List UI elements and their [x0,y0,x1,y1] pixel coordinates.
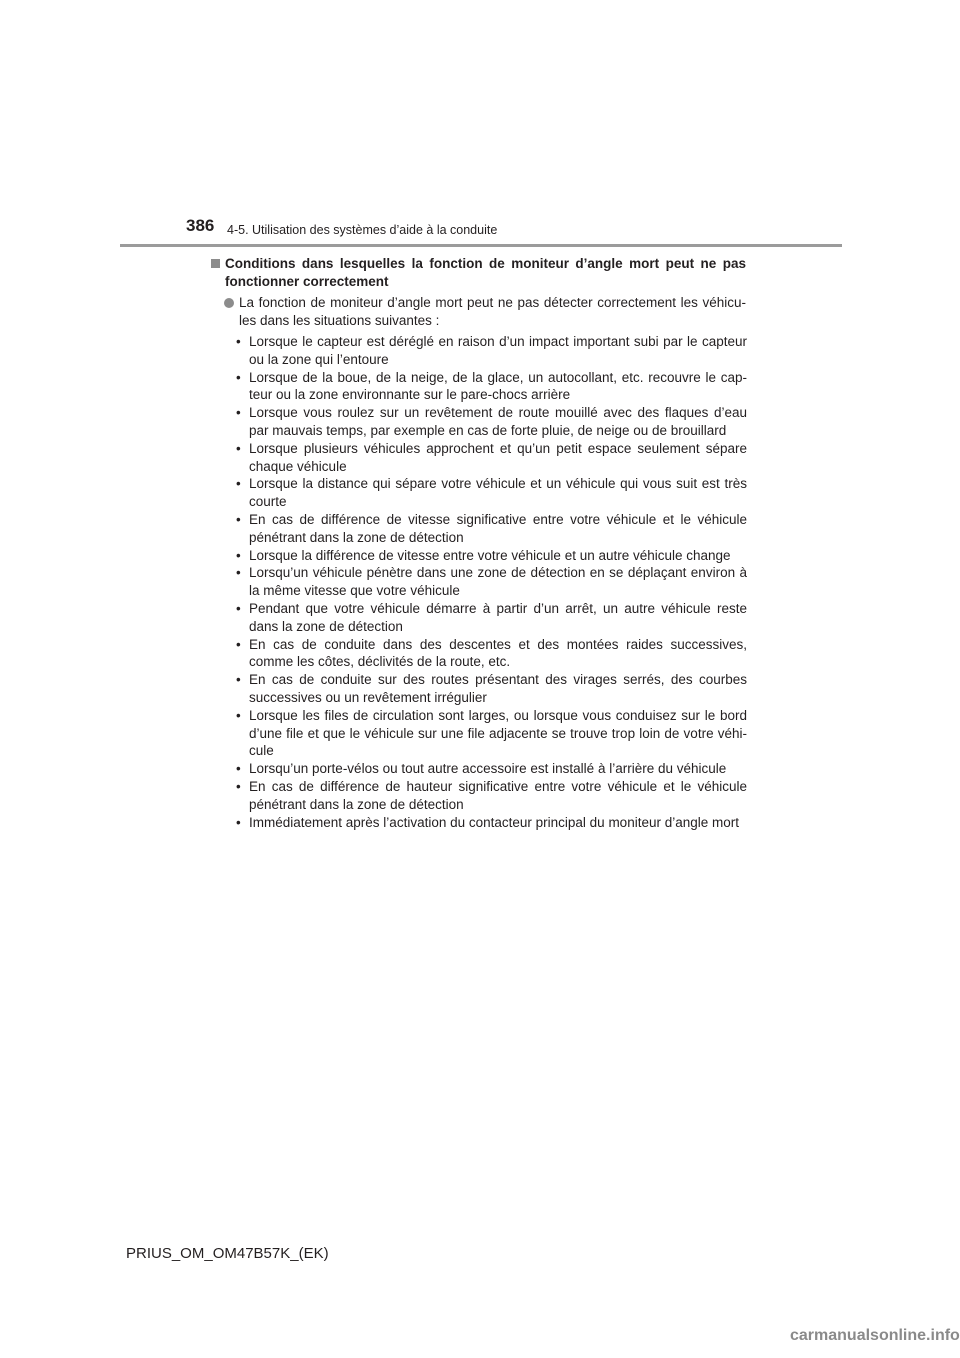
list-item-text: En cas de conduite sur des routes présentant des virages serrés, des courbes successives ou un revêtement irrégulier [249,672,747,705]
list-item-text: Lorsque les files de circulation sont larges, ou lorsque vous conduisez sur le bord d’une file et que le véhicule sur une file adjacente se trouve trop loin de votre véhi-cule [249,707,747,759]
bullet-dot-icon: • [236,672,241,688]
list-item-text: En cas de conduite dans des descentes et des montées raides successives, comme les côtes, déclivités de la route, etc. [249,636,747,670]
list-item [231,760,747,778]
intro-paragraph [224,294,746,329]
bullet-dot-icon: • [236,511,241,527]
manual-code: PRIUS_OM_OM47B57K_(EK) [126,1245,329,1262]
list-item [231,547,747,565]
heading-text: Conditions dans lesquelles la fonction de moniteur d’angle mort peut ne pas fonctionner correctement [225,256,746,289]
list-item [231,404,747,440]
square-bullet-icon [211,259,220,268]
bullet-dot-icon: • [236,476,241,492]
list-item-text: Lorsqu’un véhicule pénètre dans une zone de détection en se déplaçant environ à la même vitesse que votre véhicule [249,565,747,599]
list-item-text: Lorsque vous roulez sur un revêtement de route mouillé avec des flaques d’eau par mauvais temps, par exemple en cas de forte pluie, de neige ou de brouillard [249,405,747,438]
bullet-dot-icon: • [236,636,241,652]
bullet-dot-icon: • [236,440,241,456]
bullet-dot-icon: • [236,761,241,777]
bullet-dot-icon: • [236,405,241,421]
list-item-text: Lorsque de la boue, de la neige, de la glace, un autocollant, etc. recouvre le cap-teur ou la zone environnante sur le pare-chocs arrière [249,369,747,403]
list-item [231,440,747,476]
page-number: 386 [186,216,215,235]
circle-bullet-icon [224,298,234,308]
list-item [231,671,747,707]
list-item [231,369,747,405]
bullet-dot-icon: • [236,334,241,349]
list-item [231,707,747,760]
list-item [231,600,747,636]
list-item [231,333,747,369]
list-item [231,636,747,672]
intro-text: La fonction de moniteur d’angle mort peut ne pas détecter correctement les véhicu-les dans les situations suivantes : [239,295,746,328]
list-item-text: Immédiatement après l’activation du contacteur principal du moniteur d’angle mort [249,814,740,830]
conditions-list [231,333,747,831]
bullet-dot-icon: • [236,600,241,616]
list-item-text: Lorsque la distance qui sépare votre véhicule et un véhicule qui vous suit est très courte [249,476,747,510]
bullet-dot-icon: • [236,778,241,794]
list-item-text: Lorsque la différence de vitesse entre votre véhicule et un autre véhicule change [249,547,731,563]
bullet-dot-icon: • [236,814,241,830]
section-title: 4-5. Utilisation des systèmes d’aide à la conduite [227,223,498,237]
list-item-text: En cas de différence de hauteur significative entre votre véhicule et le véhicule pénétrant dans la zone de détection [249,778,747,812]
bullet-dot-icon: • [236,369,241,385]
subsection-heading [211,255,746,291]
list-item [231,475,747,511]
watermark-logo: carmanualsonline.info [790,1327,960,1344]
list-item-text: Lorsque le capteur est déréglé en raison d’un impact important subi par le capteur ou la zone qui l’entoure [249,334,747,367]
list-item [231,814,747,832]
list-item [231,564,747,600]
bullet-dot-icon: • [236,565,241,581]
list-item-text: Pendant que votre véhicule démarre à partir d’un arrêt, un autre véhicule reste dans la zone de détection [249,600,747,634]
list-item [231,511,747,547]
header-divider [120,244,842,247]
list-item-text: Lorsque plusieurs véhicules approchent et qu’un petit espace seulement sépare chaque véhicule [249,440,747,474]
bullet-dot-icon: • [236,707,241,723]
list-item-text: Lorsqu’un porte-vélos ou tout autre accessoire est installé à l’arrière du véhicule [249,761,727,777]
bullet-dot-icon: • [236,547,241,563]
list-item [231,778,747,814]
list-item-text: En cas de différence de vitesse significative entre votre véhicule et le véhicule pénétrant dans la zone de détection [249,511,747,545]
